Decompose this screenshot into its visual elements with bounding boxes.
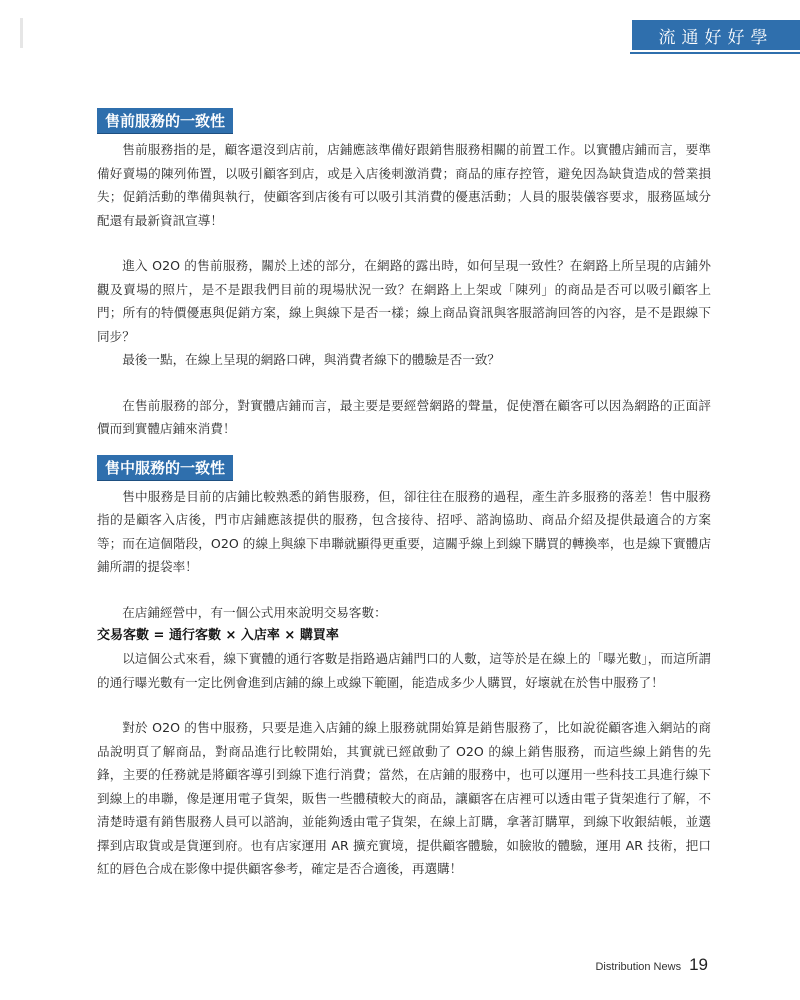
page-footer xyxy=(595,955,708,975)
paragraph: 售中服務是目前的店鋪比較熟悉的銷售服務，但，卻往往在服務的過程，產生許多服務的落差！售中服務指的是顧客入店後，門市店鋪應該提供的服務，包含接待、招呼、諮詢協助、商品介紹及提供最適合的方案等；而在這個階段，O2O 的線上與線下串聯就顯得更重要，這關乎線上到線下購買的轉換率，也是線下實體店鋪所謂的提袋率！ xyxy=(97,488,711,574)
section-heading-in-sale: 售中服務的一致性 xyxy=(97,455,233,481)
page-corner-mark xyxy=(20,18,23,48)
section-heading-presale: 售前服務的一致性 xyxy=(97,108,233,134)
header-rule xyxy=(630,52,800,54)
publication-name: Distribution News xyxy=(595,961,682,973)
paragraph: 以這個公式來看，線下實體的通行客數是指路過店鋪門口的人數，這等於是在線上的「曝光數」，而這所謂的通行曝光數有一定比例會進到店鋪的線上或線下範圍，能造成多少人購買，好壞就在於售中服務了！ xyxy=(97,651,711,690)
paragraph: 在售前服務的部分，對實體店鋪而言，最主要是要經營網路的聲量，促使潛在顧客可以因為網路的正面評價而到實體店鋪來消費！ xyxy=(97,397,711,436)
formula-line: 交易客數 = 通行客數 × 入店率 × 購買率 xyxy=(97,628,339,643)
article-body xyxy=(97,108,711,881)
header-banner xyxy=(632,20,800,50)
paragraph: 進入 O2O 的售前服務，關於上述的部分，在網路的露出時，如何呈現一致性？在網路上所呈現的店鋪外觀及賣場的照片，是不是跟我們目前的現場狀況一致？在網路上上架或「陳列」的商品是否可以吸引顧客上門；所有的特價優惠與促銷方案，線上與線下是否一樣；線上商品資訊與客服諮詢回答的內容，是不是跟線下同步？ xyxy=(97,258,711,344)
header-title: 流通好好學 xyxy=(658,27,774,48)
paragraph: 售前服務指的是，顧客還沒到店前，店鋪應該準備好跟銷售服務相關的前置工作。以實體店鋪而言，要準備好賣場的陳列佈置，以吸引顧客到店，或是入店後刺激消費；商品的庫存控管，避免因為缺貨造成的營業損失；促銷活動的準備與執行，使顧客到店後有可以吸引其消費的優惠活動；人員的服裝儀容要求，服務區域分配還有最新資訊宣導！ xyxy=(97,142,711,228)
paragraph: 最後一點，在線上呈現的網路口碑，與消費者線下的體驗是否一致？ xyxy=(122,352,500,367)
paragraph: 在店鋪經營中，有一個公式用來說明交易客數： xyxy=(122,604,387,620)
page-number: 19 xyxy=(689,955,708,974)
paragraph: 對於 O2O 的售中服務，只要是進入店鋪的線上服務就開始算是銷售服務了，比如說從顧客進入網站的商品說明頁了解商品，對商品進行比較開始，其實就已經啟動了 O2O 的線上銷售服務，而這些線上銷售的先鋒，主要的任務就是將顧客導引到線下進行消費；當然，在店鋪的服務中，也可以運用一些科技工具進行線下到線上的串聯，像是運用電子貨架，販售一些體積較大的商品，讓顧客在店裡可以透由電子貨架進行了解，不清楚時還有銷售服務人員可以諮詢，並能夠透由電子貨架，在線上訂購，拿著訂購單，到線下收銀結帳，並選擇到店取貨或是貨運到府。也有店家運用 AR 擴充實境，提供顧客體驗，如臉妝的體驗，運用 AR 技術，把口紅的唇色合成在影像中提供顧客參考，確定是否合適後，再選購！ xyxy=(97,720,711,876)
